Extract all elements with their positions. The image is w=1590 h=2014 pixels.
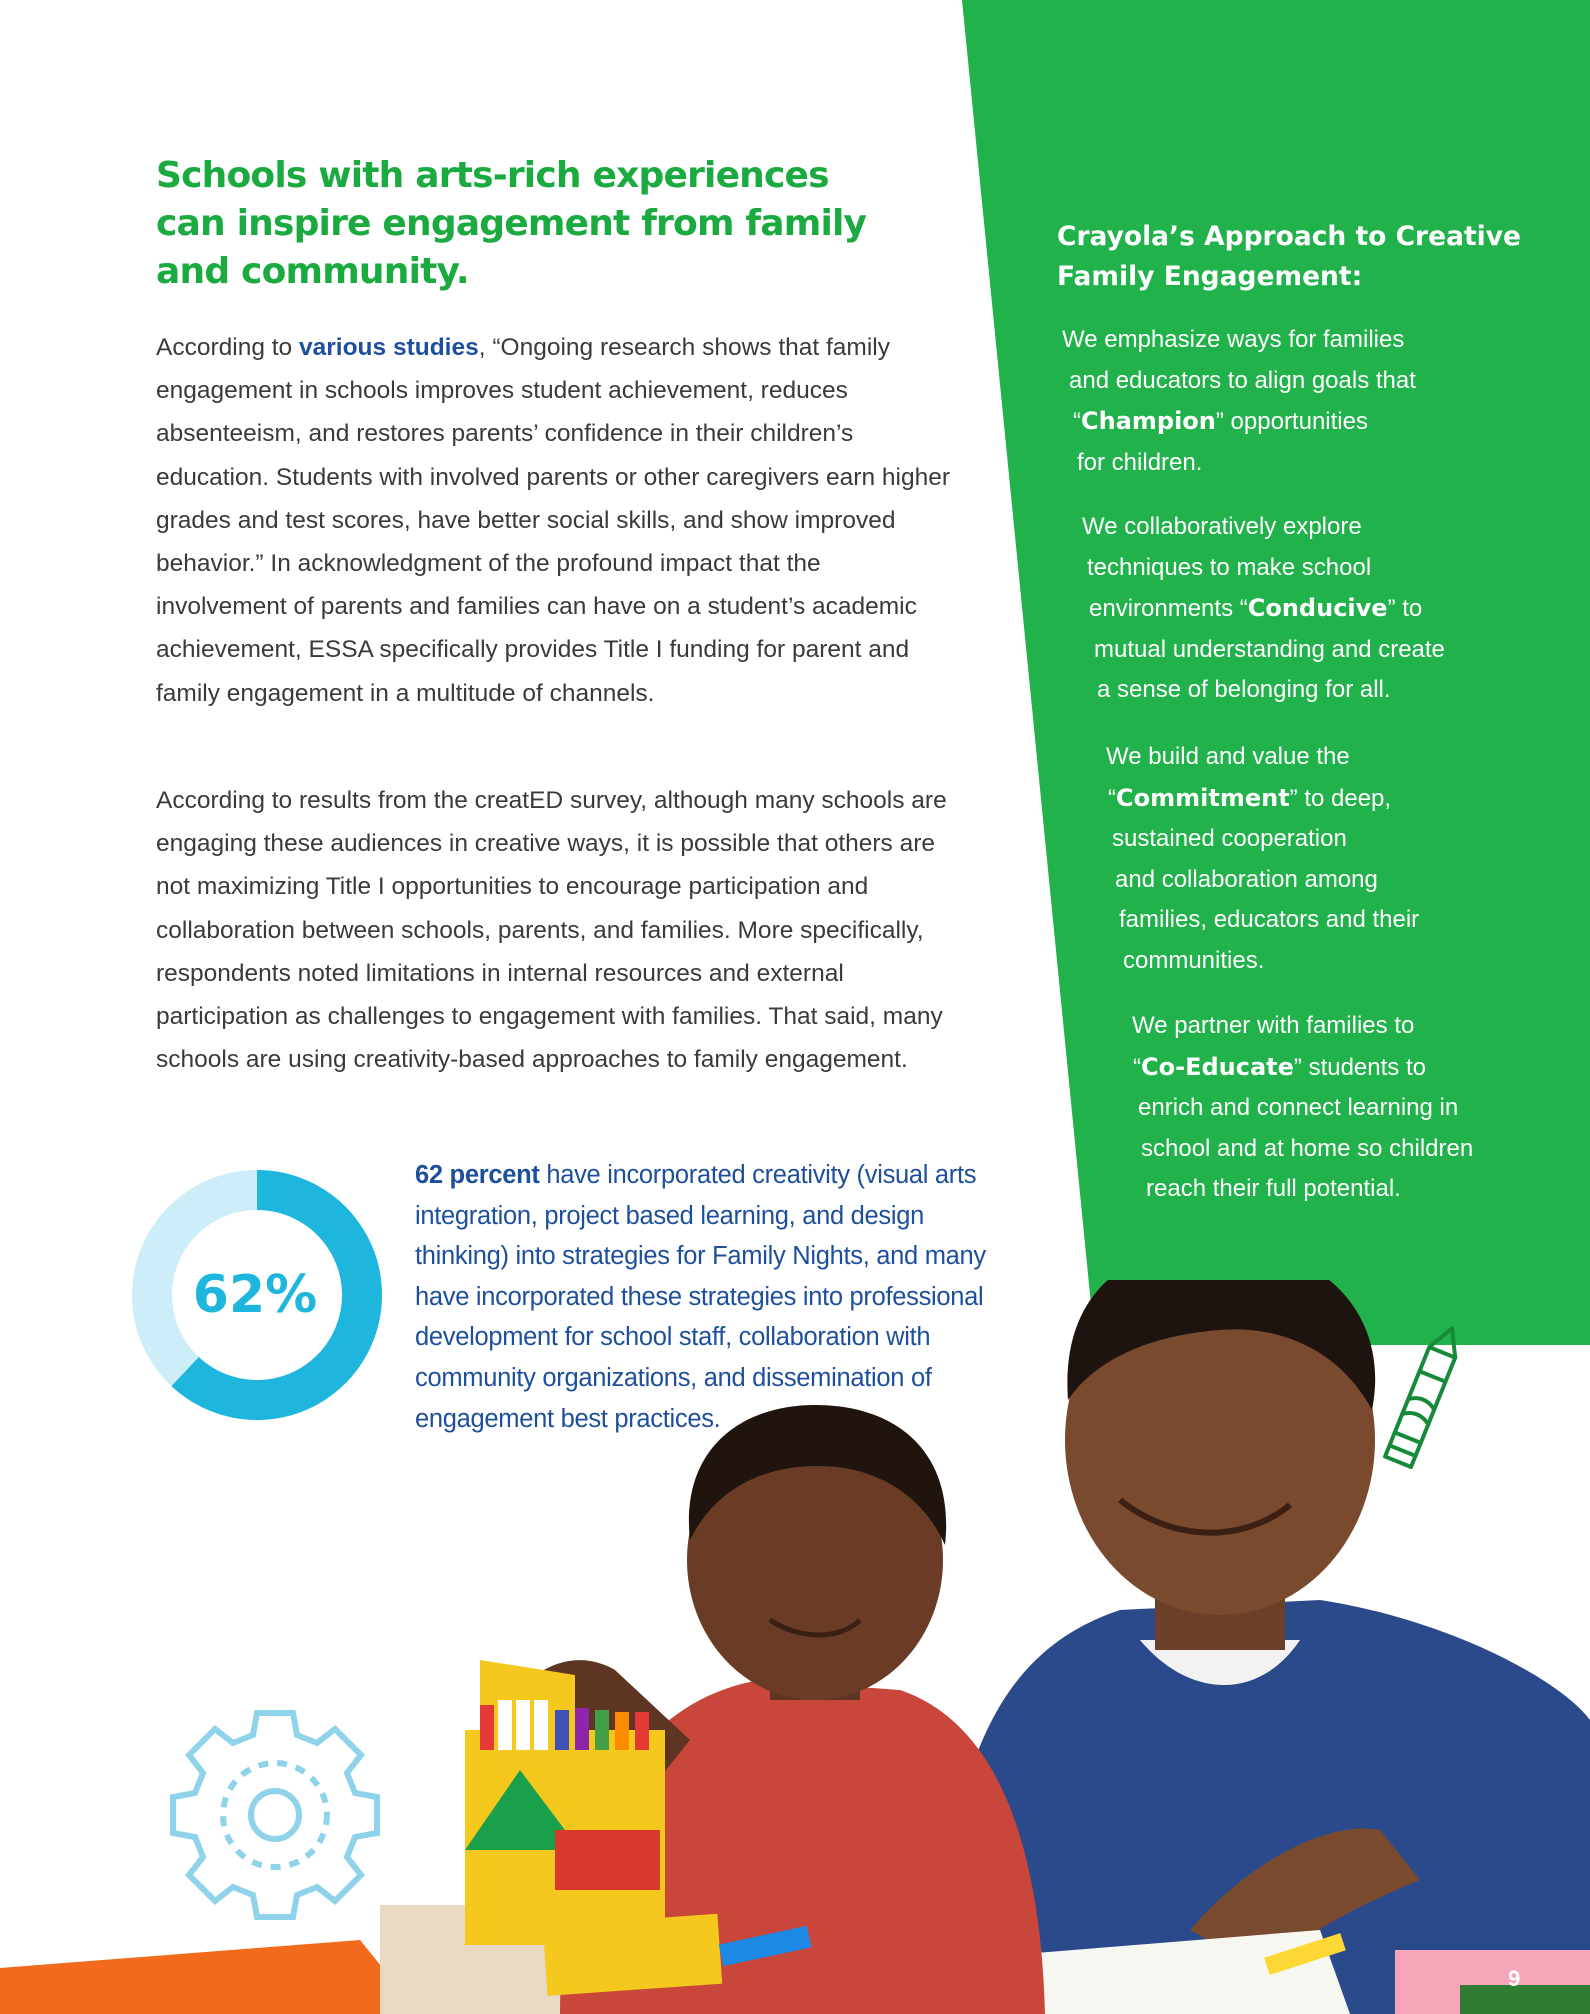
approach-champion: We emphasize ways for families and educators to align goals that “Champion” opportunities for children.: [1062, 326, 1416, 476]
approach-commitment: We build and value the “Commitment” to deep, sustained cooperation and collaboration among families, educators and their communities.: [1106, 743, 1420, 974]
survey-paragraph: According to results from the creatED survey, although many schools are engaging these audiences in creative ways, it is possible that others are not maximizing Title I opportunities to encourage participation and collaboration between schools, parents, and families. More specifically, respondents noted limitations in internal resources and external participation as challenges to engagement with families. That said, many schools are using creativity-based approaches to family engagement.: [156, 787, 947, 1074]
stat-body: have incorporated creativity (visual arts integration, project based learning, and design thinking) into strategies for Family Nights, and many have incorporated these strategies into professional development for school staff, collaboration with community organizations, and dissemination of engagement best practices.: [415, 1161, 986, 1433]
approach-conducive: We collaboratively explore techniques to make school environments “Conducive” to mutual understanding and create a sense of belonging for all.: [1082, 513, 1445, 704]
conducive-keyword: Conducive: [1247, 594, 1388, 623]
approach-co-educate: We partner with families to “Co-Educate” students to enrich and connect learning in school and at home so children reach their full potential.: [1132, 1012, 1474, 1203]
intro-lead: According to: [156, 334, 299, 361]
stat-lead: 62 percent: [415, 1161, 540, 1189]
orange-strip: [0, 1940, 420, 2014]
percent-label: 62%: [192, 1265, 318, 1325]
page-heading: Schools with arts-rich experiences can inspire engagement from family and community.: [156, 155, 867, 292]
page-number: 9: [1508, 1966, 1521, 1991]
sidebar-title: Crayola’s Approach to Creative Family Engagement:: [1057, 221, 1521, 292]
intro-paragraph: [156, 326, 956, 715]
commitment-keyword: Commitment: [1116, 783, 1290, 812]
champion-keyword: Champion: [1081, 407, 1216, 436]
co-educate-keyword: Co-Educate: [1141, 1052, 1294, 1081]
gear-icon: [173, 1713, 377, 1917]
family-coloring-photo: [0, 1280, 1590, 2014]
various-studies-link[interactable]: various studies: [299, 334, 479, 361]
intro-rest: , “Ongoing research shows that family engagement in schools improves student achievement, reduces absenteeism, and restores parents’ confidence in their children’s education. Students with involved parents or other caregivers earn higher grades and test scores, have better social skills, and show improved behavior.” In acknowledgment of the profound impact that the involvement of parents and families can have on a student’s academic achievement, ESSA specifically provides Title I funding for parent and family engagement in a multitude of channels.: [156, 334, 950, 707]
